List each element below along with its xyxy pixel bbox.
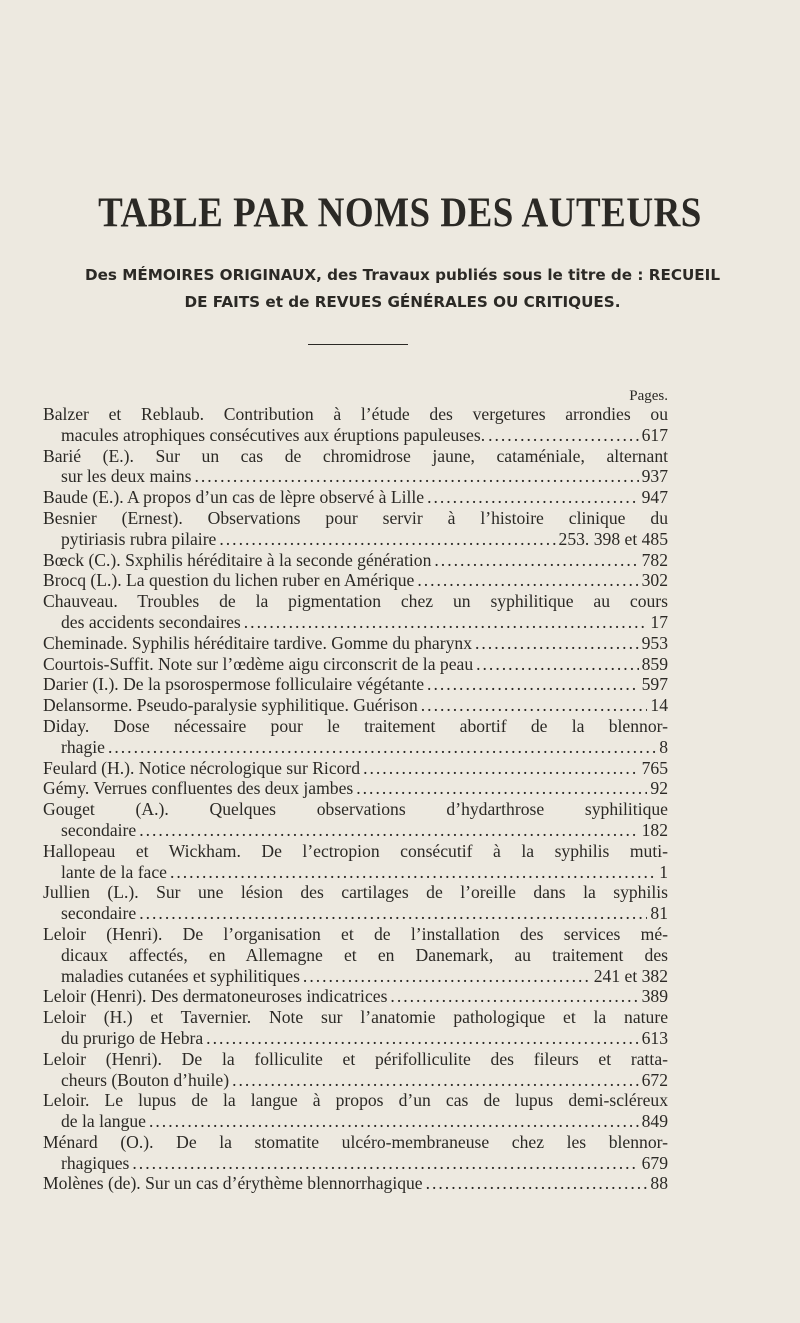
entry-text-end: Leloir (Henri). Des dermatoneuroses indicatrices [43,986,388,1007]
entry-last-line [43,778,668,799]
index-entry [43,550,668,571]
dot-leader [303,966,591,987]
entry-text-end: Brocq (L.). La question du lichen ruber en Amérique [43,570,415,591]
entry-text-end: Feulard (H.). Notice nécrologique sur Ricord [43,757,361,778]
dot-leader [132,1153,638,1174]
dot-leader [139,820,638,841]
entry-last-line [43,674,668,695]
entry-text-end: secondaire [61,903,137,924]
entry-last-line [43,570,668,591]
entry-text-end: secondaire [61,819,137,840]
dot-leader [427,674,639,695]
entry-text-end: Darier (I.). De la psorospermose folliculaire végétante [43,674,425,695]
entry-text-end: cheurs (Bouton d’huile) [61,1069,230,1090]
entry-text-end: sur les deux mains [61,466,192,487]
dot-leader [149,1111,639,1132]
entry-page-number: 1 [659,861,668,882]
index-entry [43,778,668,799]
dot-leader [363,758,639,779]
dot-leader [426,1173,648,1194]
entry-text-end: du prurigo de Hebra [61,1027,204,1048]
entry-text-end: Delansorme. Pseudo-paralysie syphilitique. Guérison [43,695,418,716]
entry-last-line [43,487,668,508]
entry-page-number: 617 [641,424,668,445]
dot-leader [427,487,639,508]
dot-leader [170,862,656,883]
dot-leader [356,778,647,799]
entry-page-number: 937 [641,466,668,487]
index-entry [43,404,668,446]
index-entry [43,716,668,758]
index-entry [43,1173,668,1194]
index-entry [43,1007,668,1049]
entry-text-line: dicaux affectés, en Allemagne et en Danemark, au traitement des [61,944,668,965]
entry-last-line [43,758,668,779]
entry-page-number: 302 [641,570,668,591]
dot-leader [206,1028,638,1049]
entry-text-end: Molènes (de). Sur un cas d’érythème blennorrhagique [43,1173,423,1194]
index-entry [43,1132,668,1174]
entry-text-end: Cheminade. Syphilis héréditaire tardive. Gomme du pharynx [43,632,472,653]
dot-leader [139,903,647,924]
index-entry [43,446,668,488]
index-entry [43,924,668,986]
entry-text-line: Barié (E.). Sur un cas de chromidrose jaune, cataméniale, alternant [43,445,668,466]
entry-last-line [43,529,668,550]
entry-last-line [43,550,668,571]
entry-text-end: Baude (E.). A propos d’un cas de lèpre observé à Lille [43,487,425,508]
entry-text-end: macules atrophiques consécutives aux éruptions papuleuses. [61,424,486,445]
entry-last-line [43,1070,668,1091]
dot-leader [434,550,638,571]
entry-last-line [43,654,668,675]
entry-last-line [43,1153,668,1174]
entry-page-number: 81 [650,903,668,924]
entry-page-number: 8 [659,736,668,757]
entry-text-end: pytiriasis rubra pilaire [61,528,217,549]
entry-page-number: 782 [641,549,668,570]
index-entry [43,591,668,633]
subtitle-line-2: DE FAITS et de REVUES GÉNÉRALES OU CRITIQUES. [184,293,621,311]
entry-text-end: rhagie [61,736,105,757]
dot-leader [244,612,648,633]
entry-page-number: 765 [641,757,668,778]
entry-last-line [43,633,668,654]
index-entry [43,986,668,1007]
dot-leader [232,1070,639,1091]
entry-last-line [43,737,668,758]
entry-last-line [43,820,668,841]
dot-leader [219,529,555,550]
index-entry [43,487,668,508]
dot-leader [194,466,638,487]
entry-page-number: 389 [641,986,668,1007]
pages-column-label: Pages. [629,388,668,404]
entry-last-line [43,1173,668,1194]
entry-text-end: de la langue [61,1111,146,1132]
index-entry [43,570,668,591]
title-rule [308,344,408,345]
page-title: TABLE PAR NOMS DES AUTEURS [98,189,702,238]
entry-page-number: 88 [650,1173,668,1194]
entry-text-end: des accidents secondaires [61,611,241,632]
index-entry [43,695,668,716]
index-entry [43,882,668,924]
entry-text-line: Chauveau. Troubles de la pigmentation chez un syphilitique au cours [43,591,668,612]
entry-text-line: Hallopeau et Wickham. De l’ectropion consécutif à la syphilis muti- [43,840,668,861]
dot-leader [417,570,638,591]
entry-page-number: 613 [641,1027,668,1048]
entry-last-line [43,466,668,487]
entry-page-number: 597 [641,674,668,695]
entry-last-line [43,986,668,1007]
entry-text-line: Besnier (Ernest). Observations pour servir à l’histoire clinique du [43,507,668,528]
entry-page-number: 672 [641,1069,668,1090]
entry-page-number: 859 [641,653,668,674]
entry-text-line: Jullien (L.). Sur une lésion des cartilages de l’oreille dans la syphilis [43,882,668,903]
entry-page-number: 14 [650,695,668,716]
entry-last-line [43,1028,668,1049]
entry-page-number: 92 [650,778,668,799]
index-entry [43,758,668,779]
entry-text-line: Leloir (Henri). De l’organisation et de l’installation des services mé- [43,923,668,944]
dot-leader [475,633,639,654]
index-entry [43,841,668,883]
entry-page-number: 17 [650,611,668,632]
entry-last-line [43,862,668,883]
entry-page-number: 849 [641,1111,668,1132]
entry-last-line [43,425,668,446]
entry-text-line: Leloir (H.) et Tavernier. Note sur l’anatomie pathologique et la nature [43,1007,668,1028]
entry-text-line: Leloir. Le lupus de la langue à propos d’un cas de lupus demi-scléreux [43,1090,668,1111]
entry-last-line [43,612,668,633]
entry-page-number: 947 [641,487,668,508]
entry-text-end: Bœck (C.). Sxphilis héréditaire à la seconde génération [43,549,432,570]
entry-page-number: 679 [641,1152,668,1173]
dot-leader [488,425,639,446]
entry-text-line: Ménard (O.). De la stomatite ulcéro-membraneuse chez les blennor- [43,1131,668,1152]
index-entry [43,674,668,695]
entry-page-number: 953 [641,632,668,653]
entry-last-line [43,903,668,924]
entry-text-end: lante de la face [61,861,167,882]
entry-page-number: 253. 398 et 485 [558,528,668,549]
entry-text-line: Leloir (Henri). De la folliculite et périfolliculite des fileurs et ratta- [43,1048,668,1069]
entry-last-line [43,695,668,716]
index-entry [43,633,668,654]
dot-leader [476,654,638,675]
dot-leader [108,737,656,758]
entry-text-line: Diday. Dose nécessaire pour le traitement abortif de la blennor- [43,715,668,736]
author-index-list [43,404,668,1194]
index-entry [43,508,668,550]
index-entry [43,654,668,675]
entry-text-end: Gémy. Verrues confluentes des deux jambes [43,778,354,799]
entry-text-line: Balzer et Reblaub. Contribution à l’étude des vergetures arrondies ou [43,404,668,424]
subtitle-line-1: Des MÉMOIRES ORIGINAUX, des Travaux publiés sous le titre de : RECUEIL [84,266,720,284]
index-entry [43,799,668,841]
index-entry [43,1090,668,1132]
entry-text-end: rhagiques [61,1152,130,1173]
entry-text-end: maladies cutanées et syphilitiques [61,965,300,986]
entry-page-number: 182 [641,819,668,840]
entry-last-line [43,966,668,987]
entry-text-line: Gouget (A.). Quelques observations d’hydarthrose syphilitique [43,799,668,820]
entry-page-number: 241 et 382 [593,965,668,986]
page-subtitle [40,262,765,316]
dot-leader [421,695,648,716]
entry-last-line [43,1111,668,1132]
entry-text-end: Courtois-Suffit. Note sur l’œdème aigu circonscrit de la peau [43,653,474,674]
dot-leader [390,986,638,1007]
index-entry [43,1049,668,1091]
